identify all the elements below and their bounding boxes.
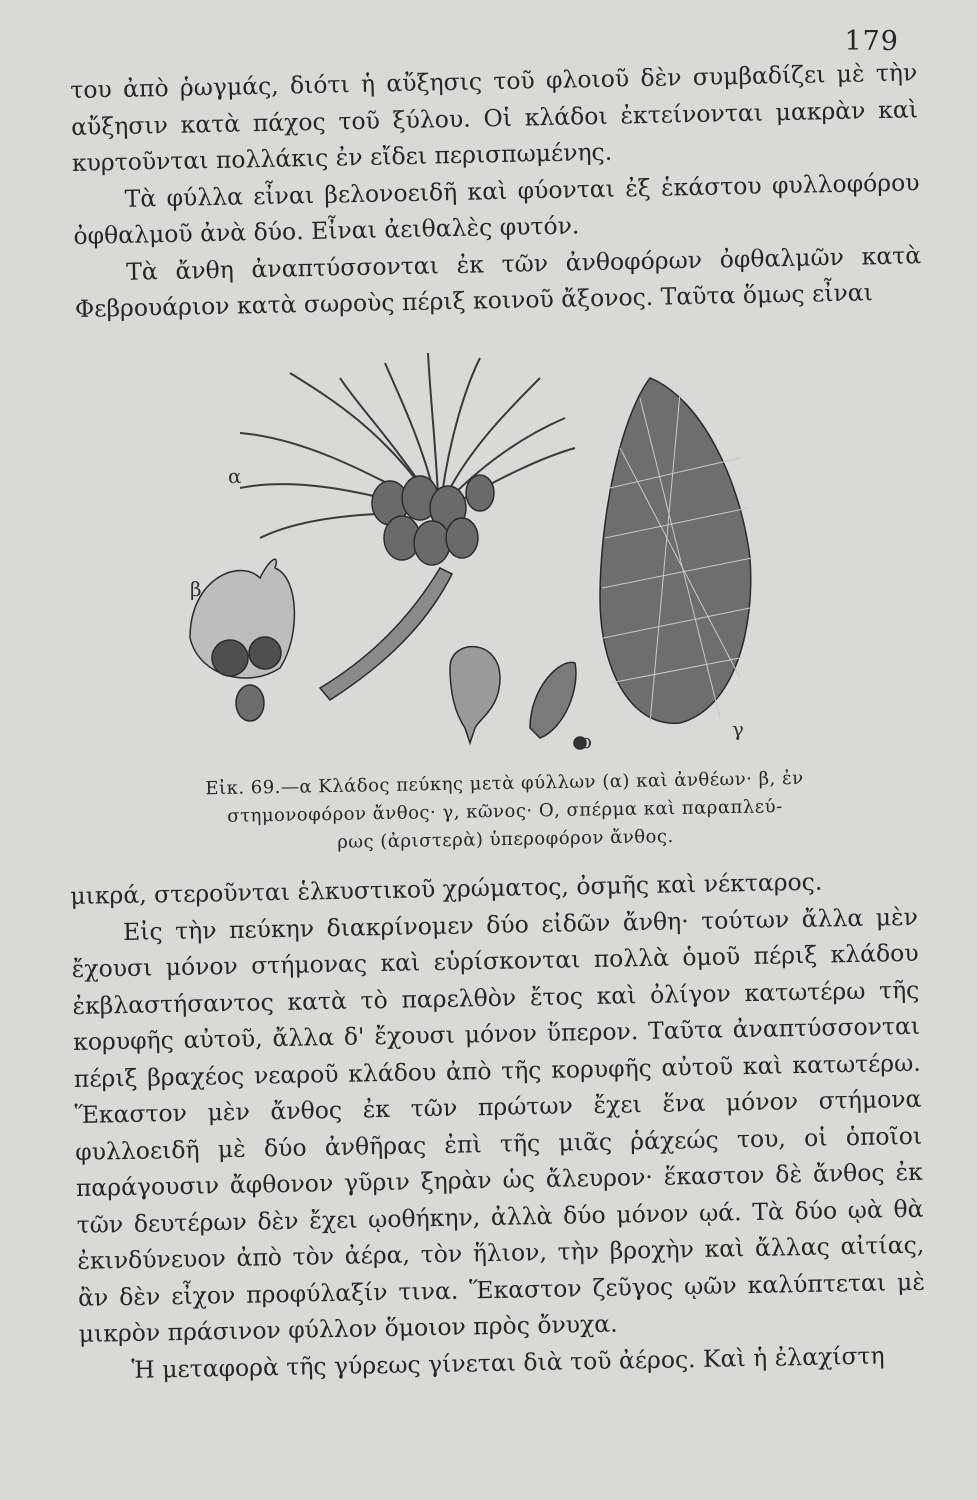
figure-caption	[159, 764, 850, 860]
stamen-flower-drawing	[190, 559, 294, 721]
paragraph-flowers: Τὰ ἄνθη ἀναπτύσσονται ἐκ τῶν ἀνθοφόρων ὀφθαλμῶν κατὰ Φεβρουάριον κατὰ σωροὺς πέριξ κοινοῦ ἄξονος. Ταῦτα ὅμως εἶναι	[74, 240, 922, 323]
pine-cone-drawing	[600, 378, 752, 723]
paragraph-continued-2: μικρά, στεροῦνται ἑλκυστικοῦ χρώματος, ὀσμῆς καὶ νέκταρος.	[70, 867, 823, 910]
paragraph-leaves: Τὰ φύλλα εἶναι βελονοειδῆ καὶ φύονται ἐξ ἑκάστου φυλλοφόρου ὀφθαλμοῦ ἀνὰ δύο. Εἶναι ἀειθαλὲς φυτόν.	[73, 167, 920, 250]
paragraph-pollen-transport: Ἡ μεταφορὰ τῆς γύρεως γίνεται διὰ τοῦ ἀέρος. Καὶ ἡ ἐλαχίστη	[131, 1340, 885, 1384]
label-beta: β	[190, 577, 202, 601]
bottom-text-block	[70, 862, 927, 1389]
caption-line-1: Εἰκ. 69.—α Κλάδος πεύκης μετὰ φύλλων (α) καὶ ἀνθέων· β, ἐν	[205, 767, 804, 800]
caption-line-3: ρως (ἀριστερὰ) ὑπεροφόρον ἄνθος.	[337, 826, 674, 853]
male-flower-cluster-drawing	[372, 475, 494, 565]
label-gamma: γ	[732, 717, 744, 741]
seed-drawing	[450, 647, 586, 749]
pine-illustration	[180, 338, 760, 766]
caption-line-2: στημονοφόρον ἄνθος· γ, κῶνος· Ο, σπέρμα καὶ παραπλεύ-	[227, 796, 783, 827]
branch-stem-drawing	[320, 568, 452, 700]
paragraph-continued: του ἀπὸ ῥωγμάς, διότι ἡ αὔξησις τοῦ φλοιοῦ δὲν συμβαδίζει μὲ τὴν αὔξησιν κατὰ πάχος τοῦ ξύλου. Οἱ κλάδοι ἐκτείνονται μακρὰν καὶ κυρτοῦνται πολλάκις ἐν εἴδει περισπωμένης.	[70, 58, 919, 177]
page-number: 179	[844, 26, 899, 57]
top-text-block	[70, 54, 922, 327]
label-omicron: ο	[580, 729, 593, 753]
paragraph-flower-types: Εἰς τὴν πεύκην διακρίνομεν δύο εἰδῶν ἄνθη· τούτων ἄλλα μὲν ἔχουσι μόνον στήμονας καὶ εὑρίσκονται πολλὰ ὁμοῦ πέριξ κλάδου ἐκβλαστήσαντος κατὰ τὸ παρελθὸν ἔτος καὶ ὀλίγον κατωτέρω τῆς κορυφῆς αὐτοῦ, ἄλλα δ' ἔχουσι μόνον ὕπερον. Ταῦτα ἀναπτύσσονται πέριξ βραχέος νεαροῦ κλάδου ἀπὸ τῆς κορυφῆς αὐτοῦ καὶ κατωτέρω. Ἕκαστον μὲν ἄνθος ἐκ τῶν πρώτων ἔχει ἕνα μόνον στήμονα φυλλοειδῆ μὲ δύο ἀνθῆρας ἐπὶ τῆς μιᾶς ῥάχεώς του, οἱ ὁποῖοι παράγουσιν ἄφθονον γῦριν ξηρὰν ὡς ἄλευρον· ἕκαστον δὲ ἄνθος ἐκ τῶν δευτέρων δὲν ἔχει ῳοθήκην, ἀλλὰ δύο μόνον ῳά. Τὰ δύο ῳὰ θὰ ἐκινδύνευον ἀπὸ τὸν ἀέρα, τὸν ἥλιον, τὴν βροχὴν καὶ ἄλλας αἰτίας, ἂν δὲν εἶχον προφύλαξίν τινα. Ἕκαστον ζεῦγος ῳῶν καλύπτεται μὲ μικρὸν πράσινον φύλλον ὅμοιον πρὸς ὄνυχα.	[71, 902, 926, 1348]
label-alpha: α	[228, 464, 242, 488]
